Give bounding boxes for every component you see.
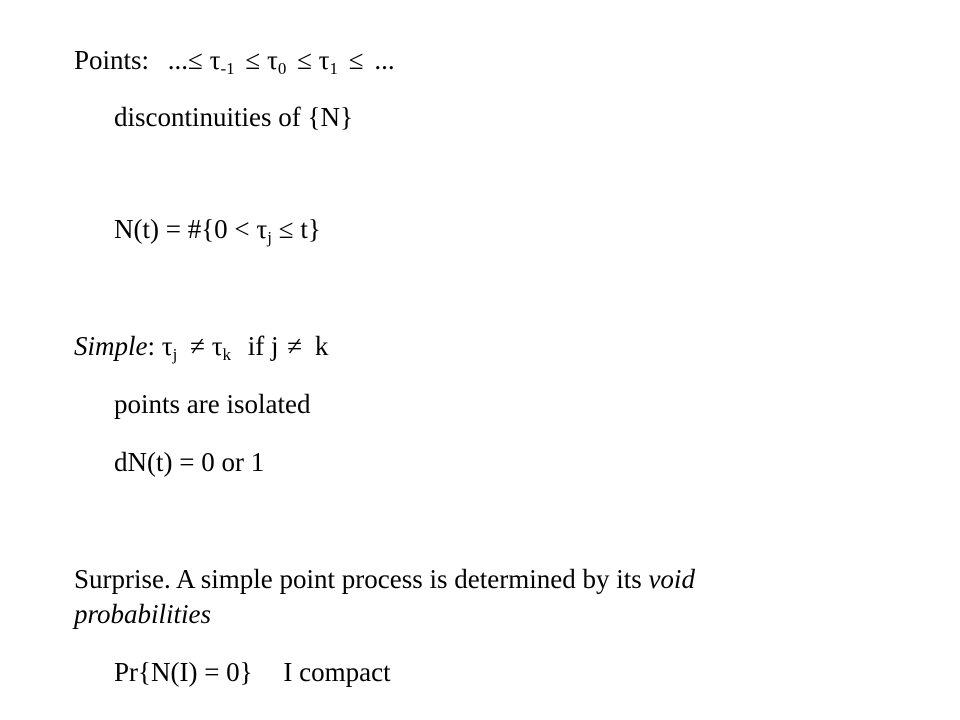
isolated-line: points are isolated <box>114 389 311 419</box>
counting-definition <box>114 213 321 245</box>
tau-symbol: τ <box>266 45 278 75</box>
ne-symbol: ≠ <box>190 331 205 361</box>
simple-colon: : <box>147 331 156 361</box>
tau-symbol: τ <box>211 331 223 361</box>
tau-subscript-j: j <box>172 345 178 364</box>
tau-symbol: τ <box>209 45 221 75</box>
count-rhs: t} <box>300 214 321 244</box>
tau-subscript-minus-one: -1 <box>220 59 235 78</box>
count-lhs: N(t) = #{0 < <box>114 214 257 244</box>
tau-subscript-zero: 0 <box>277 59 287 78</box>
simple-line <box>74 330 328 362</box>
le-symbol: ≤ <box>272 214 301 244</box>
le-symbol: ≤ <box>348 45 364 75</box>
tau-symbol: τ <box>256 214 268 244</box>
points-label: Points: <box>74 45 150 75</box>
tau-subscript-k: k <box>222 345 232 364</box>
simple-label: Simple <box>74 331 148 361</box>
tau-symbol: τ <box>161 331 173 361</box>
condition-text: if j <box>247 331 279 361</box>
leading-ellipsis: ... <box>167 45 189 75</box>
ne-symbol: ≠ <box>287 331 303 361</box>
void-word: void <box>648 564 695 594</box>
increment-line: dN(t) = 0 or 1 <box>114 447 265 477</box>
surprise-text: Surprise. A simple point process is determined by its <box>74 564 649 594</box>
tau-subscript-one: 1 <box>329 59 339 78</box>
discontinuities-line: discontinuities of {N} <box>114 102 353 132</box>
k-text: k <box>314 331 329 361</box>
probabilities-word: probabilities <box>74 599 212 629</box>
void-probability-expr: Pr{N(I) = 0} <box>114 657 253 687</box>
surprise-line-continued <box>74 598 211 630</box>
le-symbol: ≤ <box>297 45 312 75</box>
compact-condition: I compact <box>283 657 391 687</box>
points-line <box>74 44 395 76</box>
void-probability-line <box>114 656 391 688</box>
tau-symbol: τ <box>318 45 330 75</box>
le-symbol: ≤ <box>245 45 261 75</box>
le-symbol: ≤ <box>188 45 203 75</box>
trailing-ellipsis: ... <box>374 45 395 75</box>
tau-subscript-j: j <box>267 228 272 247</box>
surprise-line <box>74 563 695 595</box>
